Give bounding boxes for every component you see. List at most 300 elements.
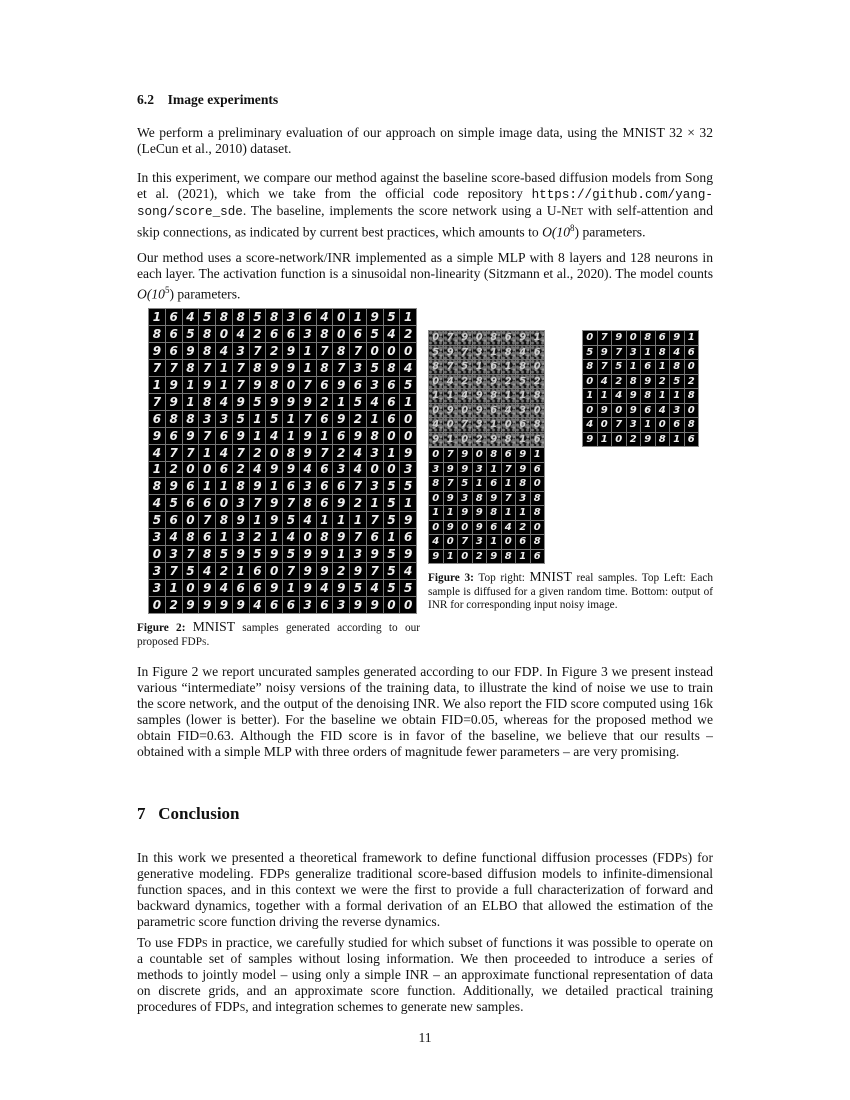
digit-sample: 1 xyxy=(444,506,458,520)
digit-sample: 9 xyxy=(473,506,487,520)
digit-sample: 1 xyxy=(317,428,333,444)
digit-sample: 7 xyxy=(333,360,349,376)
digit-sample: 0 xyxy=(444,535,458,549)
digit-sample: 9 xyxy=(400,512,416,528)
text-run: O(10 xyxy=(137,286,165,302)
digit-sample: 1 xyxy=(350,512,366,528)
digit-sample: 2 xyxy=(216,563,232,579)
digit-sample: 9 xyxy=(516,448,530,462)
digit-sample: 1 xyxy=(300,343,316,359)
digit-sample: 1 xyxy=(487,418,501,432)
digit-sample: 3 xyxy=(473,418,487,432)
digit-sample: 3 xyxy=(166,546,182,562)
digit-sample: 8 xyxy=(656,346,670,360)
digit-sample: 5 xyxy=(283,512,299,528)
digit-sample: 1 xyxy=(166,580,182,596)
text-run: FDP xyxy=(514,664,540,679)
digit-sample: 8 xyxy=(487,331,501,345)
digit-sample: 1 xyxy=(317,512,333,528)
digit-sample: 7 xyxy=(350,478,366,494)
figure2-sample-grid xyxy=(148,308,417,614)
digit-sample: 9 xyxy=(199,580,215,596)
digit-sample: 1 xyxy=(516,506,530,520)
digit-sample: 6 xyxy=(166,428,182,444)
digit-sample: 9 xyxy=(598,404,612,418)
digit-sample: 2 xyxy=(317,394,333,410)
digit-sample: 2 xyxy=(333,563,349,579)
digit-sample: 2 xyxy=(166,462,182,478)
digit-sample: 4 xyxy=(367,394,383,410)
digit-sample: 1 xyxy=(216,377,232,393)
digit-sample: 3 xyxy=(300,478,316,494)
digit-sample: 8 xyxy=(502,346,516,360)
digit-sample: 0 xyxy=(384,428,400,444)
digit-sample: 9 xyxy=(458,463,472,477)
digit-sample: 6 xyxy=(199,495,215,511)
digit-sample: 6 xyxy=(300,309,316,325)
digit-sample: 4 xyxy=(502,404,516,418)
digit-sample: 4 xyxy=(384,326,400,342)
digit-sample: 6 xyxy=(685,433,699,447)
digit-sample: 1 xyxy=(670,389,684,403)
figure3-caption xyxy=(428,570,713,613)
digit-sample: 9 xyxy=(183,597,199,613)
digit-sample: 7 xyxy=(149,360,165,376)
digit-sample: 4 xyxy=(583,418,597,432)
digit-sample: 2 xyxy=(250,445,266,461)
digit-sample: 2 xyxy=(250,529,266,545)
digit-sample: 7 xyxy=(233,377,249,393)
digit-sample: 8 xyxy=(266,309,282,325)
digit-sample: 8 xyxy=(317,360,333,376)
digit-sample: 9 xyxy=(333,411,349,427)
digit-sample: 9 xyxy=(444,346,458,360)
digit-sample: 9 xyxy=(400,445,416,461)
digit-sample: 9 xyxy=(233,512,249,528)
digit-sample: 5 xyxy=(250,309,266,325)
digit-sample: 9 xyxy=(516,463,530,477)
digit-sample: 0 xyxy=(429,375,443,389)
digit-sample: 8 xyxy=(670,360,684,374)
digit-sample: 6 xyxy=(166,343,182,359)
digit-sample: 7 xyxy=(367,512,383,528)
text-run: samples generated according to our proposed xyxy=(137,622,420,648)
digit-sample: 3 xyxy=(473,463,487,477)
figure3-denoised-grid xyxy=(428,447,545,564)
digit-sample: 0 xyxy=(458,521,472,535)
digit-sample: 0 xyxy=(531,360,545,374)
digit-sample: 6 xyxy=(317,411,333,427)
digit-sample: 9 xyxy=(333,495,349,511)
digit-sample: 9 xyxy=(300,580,316,596)
digit-sample: 0 xyxy=(300,529,316,545)
digit-sample: 2 xyxy=(473,433,487,447)
digit-sample: 7 xyxy=(444,477,458,491)
digit-sample: 4 xyxy=(250,462,266,478)
digit-sample: 0 xyxy=(400,428,416,444)
digit-sample: 3 xyxy=(149,580,165,596)
digit-sample: 9 xyxy=(266,360,282,376)
digit-sample: 9 xyxy=(300,445,316,461)
digit-sample: 8 xyxy=(531,389,545,403)
digit-sample: 8 xyxy=(216,512,232,528)
digit-sample: 8 xyxy=(199,394,215,410)
digit-sample: 9 xyxy=(333,529,349,545)
digit-sample: 9 xyxy=(367,597,383,613)
digit-sample: 1 xyxy=(266,529,282,545)
digit-sample: 9 xyxy=(429,433,443,447)
digit-sample: 3 xyxy=(516,404,530,418)
digit-sample: 0 xyxy=(583,375,597,389)
digit-sample: 0 xyxy=(429,331,443,345)
repo-link[interactable]: https://github.com/yang-song/score_sde xyxy=(137,188,713,219)
text-run: INR xyxy=(428,599,448,611)
digit-sample: 6 xyxy=(283,326,299,342)
digit-sample: 7 xyxy=(598,360,612,374)
digit-sample: 3 xyxy=(627,418,641,432)
digit-sample: 8 xyxy=(685,389,699,403)
digit-sample: 0 xyxy=(458,433,472,447)
digit-sample: 4 xyxy=(149,445,165,461)
digit-sample: 4 xyxy=(300,512,316,528)
text-run: with self-attention and skip connections, as indicated by current best practices, which amounts to xyxy=(137,203,713,240)
digit-sample: 0 xyxy=(458,404,472,418)
digit-sample: 7 xyxy=(458,535,472,549)
digit-sample: 0 xyxy=(583,331,597,345)
digit-sample: 3 xyxy=(516,492,530,506)
digit-sample: 1 xyxy=(400,495,416,511)
digit-sample: 5 xyxy=(583,346,597,360)
text-run: We perform a preliminary evaluation of our approach on simple image data, using the xyxy=(137,125,623,140)
section-title: Image experiments xyxy=(167,92,279,107)
digit-sample: 1 xyxy=(199,478,215,494)
digit-sample: 9 xyxy=(429,550,443,564)
digit-sample: 5 xyxy=(350,580,366,596)
digit-sample: 1 xyxy=(367,411,383,427)
digit-sample: 0 xyxy=(458,550,472,564)
text-run: INR xyxy=(405,967,429,982)
digit-sample: 4 xyxy=(458,389,472,403)
digit-sample: 9 xyxy=(444,492,458,506)
digit-sample: 6 xyxy=(487,404,501,418)
digit-sample: 0 xyxy=(444,418,458,432)
digit-sample: 6 xyxy=(656,331,670,345)
text-run: score is in favor of the baseline, we believe that our results – obtained with a simple MLP with three orders of magnitude fewer parameters – are very promising. xyxy=(137,728,713,759)
digit-sample: 0 xyxy=(367,462,383,478)
digit-sample: 8 xyxy=(531,535,545,549)
text-run: score computed using 16k samples (lower is better). For the baseline we obtain xyxy=(137,696,713,727)
digit-sample: 7 xyxy=(444,331,458,345)
digit-sample: 2 xyxy=(502,375,516,389)
digit-sample: 8 xyxy=(429,360,443,374)
digit-sample: 5 xyxy=(384,546,400,562)
digit-sample: 1 xyxy=(516,389,530,403)
digit-sample: 5 xyxy=(384,512,400,528)
digit-sample: 9 xyxy=(266,495,282,511)
digit-sample: 6 xyxy=(487,477,501,491)
digit-sample: 9 xyxy=(516,331,530,345)
digit-sample: 2 xyxy=(166,597,182,613)
digit-sample: 9 xyxy=(583,433,597,447)
digit-sample: 1 xyxy=(429,389,443,403)
text-run xyxy=(137,804,713,824)
digit-sample: 7 xyxy=(166,360,182,376)
digit-sample: 3 xyxy=(429,463,443,477)
paragraph-method xyxy=(137,250,713,303)
digit-sample: 6 xyxy=(317,462,333,478)
digit-sample: 0 xyxy=(149,546,165,562)
digit-sample: 9 xyxy=(670,331,684,345)
paragraph-results xyxy=(137,664,713,760)
digit-sample: 9 xyxy=(300,394,316,410)
text-run: FDPs xyxy=(657,850,688,865)
digit-sample: 9 xyxy=(300,563,316,579)
digit-sample: 6 xyxy=(333,428,349,444)
digit-sample: 4 xyxy=(199,563,215,579)
digit-sample: 0 xyxy=(429,492,443,506)
digit-sample: 1 xyxy=(429,506,443,520)
digit-sample: 8 xyxy=(384,360,400,376)
digit-sample: 7 xyxy=(300,377,316,393)
digit-sample: 9 xyxy=(444,521,458,535)
digit-sample: 2 xyxy=(627,433,641,447)
digit-sample: 7 xyxy=(199,360,215,376)
text-run xyxy=(137,664,713,760)
digit-sample: 1 xyxy=(216,478,232,494)
digit-sample: 2 xyxy=(612,375,626,389)
digit-sample: 6 xyxy=(502,448,516,462)
digit-sample: 1 xyxy=(531,448,545,462)
digit-sample: 0 xyxy=(333,309,349,325)
digit-sample: 9 xyxy=(473,404,487,418)
digit-sample: 9 xyxy=(612,331,626,345)
digit-sample: 2 xyxy=(266,343,282,359)
digit-sample: 4 xyxy=(400,563,416,579)
digit-sample: 6 xyxy=(531,433,545,447)
digit-sample: 4 xyxy=(317,580,333,596)
digit-sample: 2 xyxy=(531,375,545,389)
digit-sample: 1 xyxy=(149,309,165,325)
section-heading xyxy=(137,92,713,108)
text-run: for corresponding input noisy image. xyxy=(447,599,618,611)
digit-sample: 4 xyxy=(166,529,182,545)
digit-sample: 6 xyxy=(502,331,516,345)
digit-sample: 7 xyxy=(350,343,366,359)
digit-sample: 9 xyxy=(149,343,165,359)
digit-sample: 4 xyxy=(216,343,232,359)
digit-sample: 6 xyxy=(367,529,383,545)
digit-sample: 4 xyxy=(444,375,458,389)
digit-sample: 1 xyxy=(444,389,458,403)
digit-sample: 7 xyxy=(317,343,333,359)
digit-sample: 0 xyxy=(400,411,416,427)
digit-sample: 8 xyxy=(199,343,215,359)
digit-sample: 5 xyxy=(183,326,199,342)
text-run xyxy=(137,125,713,157)
digit-sample: 9 xyxy=(149,428,165,444)
digit-sample: 4 xyxy=(216,394,232,410)
digit-sample: 6 xyxy=(216,428,232,444)
digit-sample: 9 xyxy=(627,404,641,418)
digit-sample: 1 xyxy=(627,360,641,374)
digit-sample: 5 xyxy=(458,477,472,491)
digit-sample: 9 xyxy=(367,309,383,325)
digit-sample: 0 xyxy=(283,377,299,393)
digit-sample: 4 xyxy=(233,326,249,342)
digit-sample: 3 xyxy=(199,411,215,427)
digit-sample: 8 xyxy=(531,418,545,432)
digit-sample: 1 xyxy=(266,478,282,494)
digit-sample: 3 xyxy=(367,377,383,393)
digit-sample: 7 xyxy=(199,428,215,444)
text-run: INR xyxy=(412,696,437,711)
digit-sample: 0 xyxy=(384,462,400,478)
digit-sample: 9 xyxy=(233,546,249,562)
digit-sample: 5 xyxy=(400,478,416,494)
digit-sample: 5 xyxy=(458,360,472,374)
digit-sample: 1 xyxy=(183,377,199,393)
digit-sample: 6 xyxy=(233,580,249,596)
digit-sample: 8 xyxy=(641,389,655,403)
digit-sample: 7 xyxy=(502,463,516,477)
digit-sample: 8 xyxy=(531,492,545,506)
text-run: 8 xyxy=(570,223,575,233)
digit-sample: 8 xyxy=(199,546,215,562)
text-run xyxy=(185,622,192,634)
digit-sample: 2 xyxy=(516,521,530,535)
digit-sample: 3 xyxy=(473,535,487,549)
digit-sample: 0 xyxy=(333,326,349,342)
digit-sample: 7 xyxy=(458,346,472,360)
digit-sample: 9 xyxy=(233,597,249,613)
digit-sample: 0 xyxy=(216,326,232,342)
digit-sample: 8 xyxy=(317,529,333,545)
digit-sample: 5 xyxy=(283,546,299,562)
text-run: Top right: xyxy=(473,572,530,584)
digit-sample: 7 xyxy=(250,495,266,511)
digit-sample: 8 xyxy=(149,478,165,494)
digit-sample: 1 xyxy=(487,535,501,549)
digit-sample: 2 xyxy=(458,375,472,389)
text-run: MNIST xyxy=(622,125,665,140)
digit-sample: 8 xyxy=(641,331,655,345)
figure2-caption xyxy=(137,620,420,649)
digit-sample: 8 xyxy=(166,411,182,427)
digit-sample: 4 xyxy=(350,462,366,478)
digit-sample: 9 xyxy=(350,428,366,444)
figure3-real-grid xyxy=(582,330,699,447)
digit-sample: 4 xyxy=(367,580,383,596)
digit-sample: 0 xyxy=(502,418,516,432)
digit-sample: 9 xyxy=(350,597,366,613)
digit-sample: 6 xyxy=(384,411,400,427)
digit-sample: 9 xyxy=(487,433,501,447)
digit-sample: 1 xyxy=(333,394,349,410)
digit-sample: 4 xyxy=(283,529,299,545)
digit-sample: 9 xyxy=(458,506,472,520)
digit-sample: 1 xyxy=(583,389,597,403)
digit-sample: 3 xyxy=(367,445,383,461)
digit-sample: 5 xyxy=(400,580,416,596)
digit-sample: 0 xyxy=(149,597,165,613)
digit-sample: 0 xyxy=(531,477,545,491)
digit-sample: 0 xyxy=(216,495,232,511)
digit-sample: 4 xyxy=(216,445,232,461)
digit-sample: 1 xyxy=(183,394,199,410)
digit-sample: 5 xyxy=(183,563,199,579)
digit-sample: 7 xyxy=(300,411,316,427)
digit-sample: 4 xyxy=(598,375,612,389)
text-run: MNIST xyxy=(529,569,572,584)
digit-sample: 7 xyxy=(233,445,249,461)
section-number: 6.2 xyxy=(137,92,154,107)
digit-sample: 5 xyxy=(149,512,165,528)
text-run: ) parameters. xyxy=(574,224,646,240)
digit-sample: 3 xyxy=(670,404,684,418)
digit-sample: 0 xyxy=(685,404,699,418)
digit-sample: 7 xyxy=(350,529,366,545)
text-run: . Although the xyxy=(230,728,321,743)
conclusion-paragraph-2 xyxy=(137,935,713,1015)
digit-sample: 9 xyxy=(300,428,316,444)
digit-sample: 6 xyxy=(641,360,655,374)
digit-sample: 0 xyxy=(400,597,416,613)
digit-sample: 3 xyxy=(627,346,641,360)
digit-sample: 3 xyxy=(300,326,316,342)
digit-sample: 1 xyxy=(502,477,516,491)
digit-sample: 6 xyxy=(199,529,215,545)
digit-sample: 0 xyxy=(384,597,400,613)
digit-sample: 4 xyxy=(656,404,670,418)
digit-sample: 7 xyxy=(367,563,383,579)
text-run xyxy=(137,92,713,108)
digit-sample: 8 xyxy=(216,309,232,325)
digit-sample: 8 xyxy=(250,360,266,376)
digit-sample: 5 xyxy=(384,563,400,579)
digit-sample: 1 xyxy=(149,377,165,393)
digit-sample: 5 xyxy=(250,546,266,562)
digit-sample: 9 xyxy=(333,377,349,393)
digit-sample: 1 xyxy=(367,495,383,511)
digit-sample: 2 xyxy=(333,445,349,461)
digit-sample: 8 xyxy=(283,445,299,461)
digit-sample: 6 xyxy=(149,411,165,427)
digit-sample: 1 xyxy=(656,360,670,374)
digit-sample: 7 xyxy=(233,360,249,376)
digit-sample: 8 xyxy=(487,448,501,462)
page-number: 11 xyxy=(418,1030,432,1045)
digit-sample: 4 xyxy=(429,418,443,432)
digit-sample: 3 xyxy=(458,492,472,506)
digit-sample: 9 xyxy=(333,580,349,596)
digit-sample: 1 xyxy=(283,411,299,427)
digit-sample: 9 xyxy=(317,546,333,562)
digit-sample: 9 xyxy=(283,343,299,359)
digit-sample: 8 xyxy=(333,343,349,359)
text-run: U-Net xyxy=(546,203,584,218)
digit-sample: 0 xyxy=(183,462,199,478)
digit-sample: 7 xyxy=(166,563,182,579)
digit-sample: 6 xyxy=(183,495,199,511)
digit-sample: 2 xyxy=(250,326,266,342)
digit-sample: 6 xyxy=(333,478,349,494)
text-run: FDPs xyxy=(259,866,290,881)
digit-sample: 9 xyxy=(266,512,282,528)
digit-sample: 9 xyxy=(487,492,501,506)
text-run: FID xyxy=(320,728,343,743)
digit-sample: 5 xyxy=(266,411,282,427)
digit-sample: 0 xyxy=(429,521,443,535)
